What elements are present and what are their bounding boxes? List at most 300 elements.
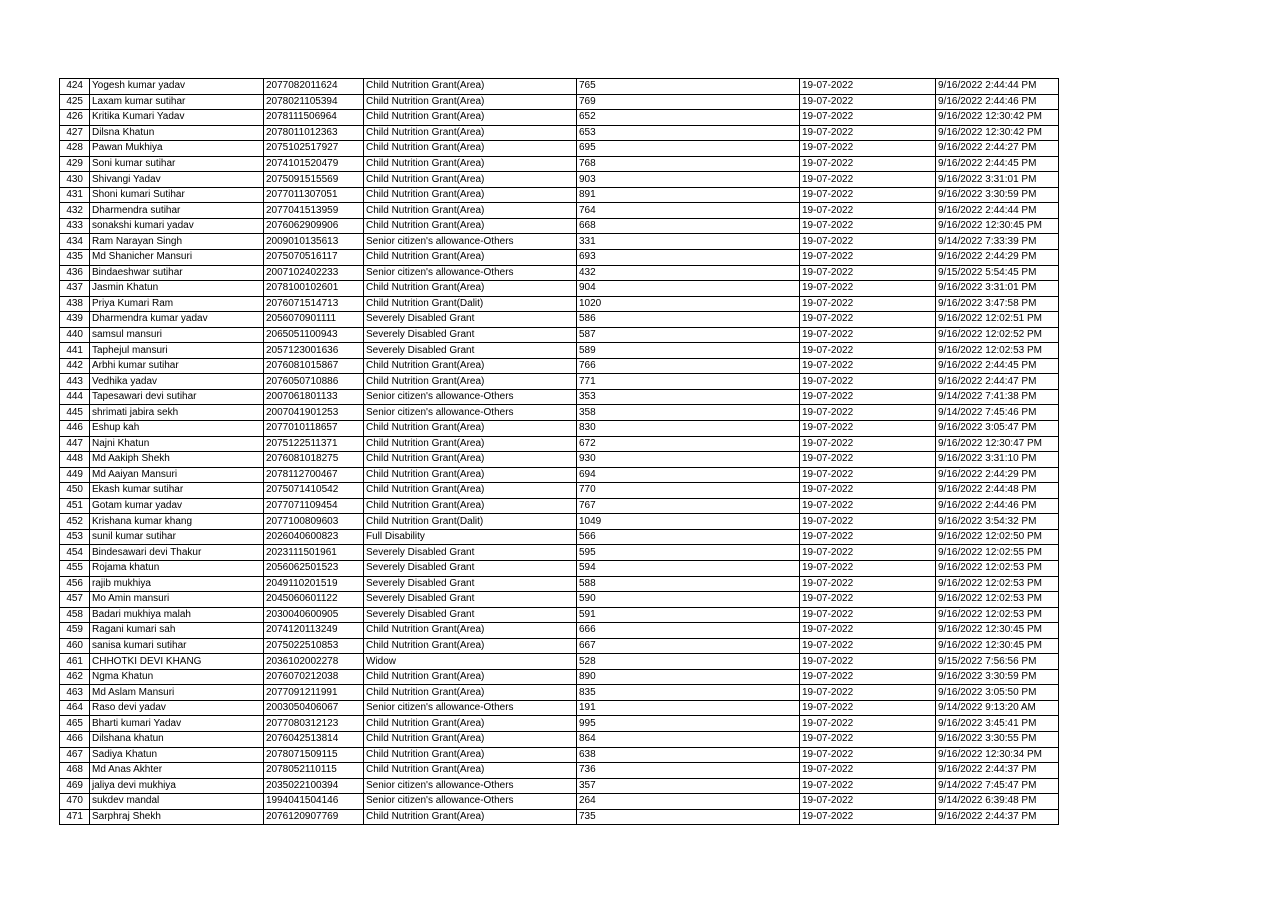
beneficiary-id-cell: 2076081015867 xyxy=(264,358,364,374)
beneficiary-name-cell: Badari mukhiya malah xyxy=(90,607,264,623)
beneficiary-id-cell: 2023111501961 xyxy=(264,545,364,561)
timestamp-cell: 9/16/2022 3:30:55 PM xyxy=(936,731,1059,747)
grant-type-cell: Child Nutrition Grant(Area) xyxy=(364,203,577,219)
payment-date-cell: 19-07-2022 xyxy=(800,483,936,499)
grant-type-cell: Child Nutrition Grant(Area) xyxy=(364,281,577,297)
beneficiary-id-cell: 2076050710886 xyxy=(264,374,364,390)
beneficiary-id-cell: 2007102402233 xyxy=(264,265,364,281)
row-number-cell: 446 xyxy=(60,421,90,437)
beneficiary-id-cell: 2076120907769 xyxy=(264,809,364,825)
row-number-cell: 451 xyxy=(60,498,90,514)
amount-cell: 903 xyxy=(577,172,800,188)
table-row xyxy=(60,187,1059,203)
amount-cell: 357 xyxy=(577,778,800,794)
amount-cell: 769 xyxy=(577,94,800,110)
timestamp-cell: 9/16/2022 2:44:44 PM xyxy=(936,203,1059,219)
payment-date-cell: 19-07-2022 xyxy=(800,94,936,110)
amount-cell: 590 xyxy=(577,592,800,608)
beneficiary-name-cell: Md Aslam Mansuri xyxy=(90,685,264,701)
timestamp-cell: 9/16/2022 3:47:58 PM xyxy=(936,296,1059,312)
payment-date-cell: 19-07-2022 xyxy=(800,700,936,716)
beneficiary-id-cell: 2075022510853 xyxy=(264,638,364,654)
beneficiary-id-cell: 2076042513814 xyxy=(264,731,364,747)
beneficiary-name-cell: jaliya devi mukhiya xyxy=(90,778,264,794)
row-number-cell: 461 xyxy=(60,654,90,670)
timestamp-cell: 9/16/2022 3:30:59 PM xyxy=(936,669,1059,685)
beneficiary-id-cell: 2077080312123 xyxy=(264,716,364,732)
beneficiary-name-cell: Yogesh kumar yadav xyxy=(90,79,264,95)
timestamp-cell: 9/16/2022 12:02:55 PM xyxy=(936,545,1059,561)
grant-type-cell: Senior citizen's allowance-Others xyxy=(364,794,577,810)
grant-type-cell: Child Nutrition Grant(Area) xyxy=(364,452,577,468)
row-number-cell: 466 xyxy=(60,731,90,747)
grant-type-cell: Senior citizen's allowance-Others xyxy=(364,700,577,716)
timestamp-cell: 9/16/2022 3:31:01 PM xyxy=(936,172,1059,188)
beneficiary-name-cell: rajib mukhiya xyxy=(90,576,264,592)
grant-type-cell: Child Nutrition Grant(Area) xyxy=(364,421,577,437)
timestamp-cell: 9/16/2022 12:30:47 PM xyxy=(936,436,1059,452)
beneficiary-name-cell: Shivangi Yadav xyxy=(90,172,264,188)
row-number-cell: 427 xyxy=(60,125,90,141)
table-row xyxy=(60,296,1059,312)
table-row xyxy=(60,421,1059,437)
grant-type-cell: Child Nutrition Grant(Area) xyxy=(364,747,577,763)
grant-type-cell: Senior citizen's allowance-Others xyxy=(364,778,577,794)
row-number-cell: 457 xyxy=(60,592,90,608)
amount-cell: 1020 xyxy=(577,296,800,312)
row-number-cell: 425 xyxy=(60,94,90,110)
row-number-cell: 459 xyxy=(60,623,90,639)
row-number-cell: 464 xyxy=(60,700,90,716)
beneficiary-id-cell: 2078052110115 xyxy=(264,763,364,779)
row-number-cell: 460 xyxy=(60,638,90,654)
beneficiary-id-cell: 2075122511371 xyxy=(264,436,364,452)
table-row xyxy=(60,747,1059,763)
amount-cell: 432 xyxy=(577,265,800,281)
beneficiary-id-cell: 2078100102601 xyxy=(264,281,364,297)
row-number-cell: 456 xyxy=(60,576,90,592)
table-row xyxy=(60,436,1059,452)
row-number-cell: 448 xyxy=(60,452,90,468)
row-number-cell: 437 xyxy=(60,281,90,297)
beneficiary-name-cell: Rojama khatun xyxy=(90,560,264,576)
timestamp-cell: 9/16/2022 2:44:46 PM xyxy=(936,94,1059,110)
amount-cell: 594 xyxy=(577,560,800,576)
payment-date-cell: 19-07-2022 xyxy=(800,654,936,670)
amount-cell: 353 xyxy=(577,389,800,405)
timestamp-cell: 9/16/2022 2:44:29 PM xyxy=(936,467,1059,483)
payment-date-cell: 19-07-2022 xyxy=(800,607,936,623)
beneficiary-name-cell: Dharmendra kumar yadav xyxy=(90,312,264,328)
grant-type-cell: Severely Disabled Grant xyxy=(364,607,577,623)
payment-date-cell: 19-07-2022 xyxy=(800,125,936,141)
timestamp-cell: 9/16/2022 2:44:37 PM xyxy=(936,809,1059,825)
beneficiary-id-cell: 2076070212038 xyxy=(264,669,364,685)
amount-cell: 771 xyxy=(577,374,800,390)
grant-type-cell: Child Nutrition Grant(Area) xyxy=(364,94,577,110)
beneficiary-id-cell: 2049110201519 xyxy=(264,576,364,592)
payment-date-cell: 19-07-2022 xyxy=(800,141,936,157)
grant-type-cell: Senior citizen's allowance-Others xyxy=(364,265,577,281)
beneficiary-id-cell: 2078021105394 xyxy=(264,94,364,110)
payment-date-cell: 19-07-2022 xyxy=(800,110,936,126)
row-number-cell: 463 xyxy=(60,685,90,701)
row-number-cell: 438 xyxy=(60,296,90,312)
timestamp-cell: 9/14/2022 7:33:39 PM xyxy=(936,234,1059,250)
grant-type-cell: Severely Disabled Grant xyxy=(364,312,577,328)
amount-cell: 653 xyxy=(577,125,800,141)
table-row xyxy=(60,763,1059,779)
beneficiary-name-cell: Soni kumar sutihar xyxy=(90,156,264,172)
timestamp-cell: 9/14/2022 7:41:38 PM xyxy=(936,389,1059,405)
amount-cell: 830 xyxy=(577,421,800,437)
beneficiary-id-cell: 2030040600905 xyxy=(264,607,364,623)
beneficiary-id-cell: 2077041513959 xyxy=(264,203,364,219)
payment-date-cell: 19-07-2022 xyxy=(800,529,936,545)
row-number-cell: 435 xyxy=(60,250,90,266)
payment-date-cell: 19-07-2022 xyxy=(800,685,936,701)
row-number-cell: 433 xyxy=(60,218,90,234)
beneficiary-name-cell: Tapesawari devi sutihar xyxy=(90,389,264,405)
timestamp-cell: 9/16/2022 2:44:44 PM xyxy=(936,79,1059,95)
beneficiary-name-cell: Kritika Kumari Yadav xyxy=(90,110,264,126)
grant-type-cell: Child Nutrition Grant(Area) xyxy=(364,141,577,157)
grant-type-cell: Child Nutrition Grant(Area) xyxy=(364,125,577,141)
payment-date-cell: 19-07-2022 xyxy=(800,358,936,374)
table-row xyxy=(60,110,1059,126)
row-number-cell: 441 xyxy=(60,343,90,359)
grant-type-cell: Severely Disabled Grant xyxy=(364,545,577,561)
grant-type-cell: Full Disability xyxy=(364,529,577,545)
payment-date-cell: 19-07-2022 xyxy=(800,747,936,763)
beneficiary-table xyxy=(59,78,1059,825)
grant-type-cell: Child Nutrition Grant(Area) xyxy=(364,250,577,266)
grant-type-cell: Child Nutrition Grant(Dalit) xyxy=(364,514,577,530)
beneficiary-name-cell: Md Anas Akhter xyxy=(90,763,264,779)
table-row xyxy=(60,514,1059,530)
table-row xyxy=(60,529,1059,545)
timestamp-cell: 9/16/2022 3:30:59 PM xyxy=(936,187,1059,203)
row-number-cell: 465 xyxy=(60,716,90,732)
amount-cell: 1049 xyxy=(577,514,800,530)
beneficiary-name-cell: Mo Amin mansuri xyxy=(90,592,264,608)
table-row xyxy=(60,389,1059,405)
beneficiary-name-cell: Dharmendra sutihar xyxy=(90,203,264,219)
beneficiary-name-cell: Laxam kumar sutihar xyxy=(90,94,264,110)
payment-date-cell: 19-07-2022 xyxy=(800,794,936,810)
payment-date-cell: 19-07-2022 xyxy=(800,560,936,576)
amount-cell: 652 xyxy=(577,110,800,126)
amount-cell: 695 xyxy=(577,141,800,157)
table-row xyxy=(60,374,1059,390)
grant-type-cell: Child Nutrition Grant(Area) xyxy=(364,763,577,779)
row-number-cell: 431 xyxy=(60,187,90,203)
payment-date-cell: 19-07-2022 xyxy=(800,731,936,747)
table-row xyxy=(60,498,1059,514)
table-row xyxy=(60,716,1059,732)
beneficiary-name-cell: Sarphraj Shekh xyxy=(90,809,264,825)
payment-date-cell: 19-07-2022 xyxy=(800,203,936,219)
beneficiary-name-cell: Ekash kumar sutihar xyxy=(90,483,264,499)
beneficiary-id-cell: 2076062909906 xyxy=(264,218,364,234)
amount-cell: 766 xyxy=(577,358,800,374)
timestamp-cell: 9/16/2022 3:31:10 PM xyxy=(936,452,1059,468)
amount-cell: 672 xyxy=(577,436,800,452)
payment-date-cell: 19-07-2022 xyxy=(800,498,936,514)
row-number-cell: 454 xyxy=(60,545,90,561)
amount-cell: 586 xyxy=(577,312,800,328)
amount-cell: 764 xyxy=(577,203,800,219)
row-number-cell: 467 xyxy=(60,747,90,763)
payment-date-cell: 19-07-2022 xyxy=(800,576,936,592)
amount-cell: 768 xyxy=(577,156,800,172)
table-row xyxy=(60,156,1059,172)
timestamp-cell: 9/16/2022 12:02:53 PM xyxy=(936,560,1059,576)
beneficiary-id-cell: 2057123001636 xyxy=(264,343,364,359)
beneficiary-name-cell: Jasmin Khatun xyxy=(90,281,264,297)
grant-type-cell: Child Nutrition Grant(Area) xyxy=(364,436,577,452)
timestamp-cell: 9/16/2022 12:30:45 PM xyxy=(936,623,1059,639)
payment-date-cell: 19-07-2022 xyxy=(800,156,936,172)
grant-type-cell: Child Nutrition Grant(Area) xyxy=(364,172,577,188)
table-row xyxy=(60,125,1059,141)
timestamp-cell: 9/16/2022 12:02:53 PM xyxy=(936,576,1059,592)
beneficiary-name-cell: Arbhi kumar sutihar xyxy=(90,358,264,374)
payment-date-cell: 19-07-2022 xyxy=(800,669,936,685)
amount-cell: 566 xyxy=(577,529,800,545)
timestamp-cell: 9/16/2022 12:30:45 PM xyxy=(936,218,1059,234)
timestamp-cell: 9/16/2022 12:30:42 PM xyxy=(936,110,1059,126)
table-row xyxy=(60,576,1059,592)
payment-date-cell: 19-07-2022 xyxy=(800,374,936,390)
row-number-cell: 440 xyxy=(60,327,90,343)
beneficiary-id-cell: 2036102002278 xyxy=(264,654,364,670)
row-number-cell: 439 xyxy=(60,312,90,328)
payment-date-cell: 19-07-2022 xyxy=(800,809,936,825)
timestamp-cell: 9/16/2022 12:02:53 PM xyxy=(936,592,1059,608)
table-row xyxy=(60,669,1059,685)
beneficiary-name-cell: Raso devi yadav xyxy=(90,700,264,716)
payment-date-cell: 19-07-2022 xyxy=(800,187,936,203)
table-row xyxy=(60,685,1059,701)
beneficiary-id-cell: 2009010135613 xyxy=(264,234,364,250)
grant-type-cell: Child Nutrition Grant(Area) xyxy=(364,731,577,747)
beneficiary-name-cell: sukdev mandal xyxy=(90,794,264,810)
payment-date-cell: 19-07-2022 xyxy=(800,436,936,452)
timestamp-cell: 9/16/2022 3:31:01 PM xyxy=(936,281,1059,297)
table-row xyxy=(60,592,1059,608)
payment-date-cell: 19-07-2022 xyxy=(800,514,936,530)
beneficiary-id-cell: 2077010118657 xyxy=(264,421,364,437)
payment-date-cell: 19-07-2022 xyxy=(800,716,936,732)
beneficiary-name-cell: Ram Narayan Singh xyxy=(90,234,264,250)
amount-cell: 736 xyxy=(577,763,800,779)
table-row xyxy=(60,467,1059,483)
grant-type-cell: Child Nutrition Grant(Area) xyxy=(364,623,577,639)
table-row xyxy=(60,94,1059,110)
timestamp-cell: 9/16/2022 12:30:42 PM xyxy=(936,125,1059,141)
beneficiary-id-cell: 1994041504146 xyxy=(264,794,364,810)
amount-cell: 735 xyxy=(577,809,800,825)
beneficiary-id-cell: 2076071514713 xyxy=(264,296,364,312)
beneficiary-name-cell: sanisa kumari sutihar xyxy=(90,638,264,654)
grant-type-cell: Child Nutrition Grant(Area) xyxy=(364,79,577,95)
grant-type-cell: Child Nutrition Grant(Area) xyxy=(364,187,577,203)
beneficiary-name-cell: Md Shanicher Mansuri xyxy=(90,250,264,266)
table-row xyxy=(60,809,1059,825)
amount-cell: 191 xyxy=(577,700,800,716)
amount-cell: 528 xyxy=(577,654,800,670)
row-number-cell: 426 xyxy=(60,110,90,126)
beneficiary-id-cell: 2074101520479 xyxy=(264,156,364,172)
amount-cell: 995 xyxy=(577,716,800,732)
payment-date-cell: 19-07-2022 xyxy=(800,343,936,359)
beneficiary-id-cell: 2056062501523 xyxy=(264,560,364,576)
row-number-cell: 432 xyxy=(60,203,90,219)
beneficiary-name-cell: Dilsna Khatun xyxy=(90,125,264,141)
grant-type-cell: Severely Disabled Grant xyxy=(364,343,577,359)
beneficiary-id-cell: 2075071410542 xyxy=(264,483,364,499)
payment-date-cell: 19-07-2022 xyxy=(800,218,936,234)
table-row xyxy=(60,141,1059,157)
grant-type-cell: Severely Disabled Grant xyxy=(364,560,577,576)
payment-date-cell: 19-07-2022 xyxy=(800,265,936,281)
beneficiary-id-cell: 2078011012363 xyxy=(264,125,364,141)
row-number-cell: 429 xyxy=(60,156,90,172)
table-body xyxy=(60,79,1059,825)
timestamp-cell: 9/16/2022 12:02:51 PM xyxy=(936,312,1059,328)
beneficiary-id-cell: 2007041901253 xyxy=(264,405,364,421)
row-number-cell: 447 xyxy=(60,436,90,452)
grant-type-cell: Child Nutrition Grant(Area) xyxy=(364,467,577,483)
row-number-cell: 469 xyxy=(60,778,90,794)
table-row xyxy=(60,79,1059,95)
beneficiary-name-cell: Eshup kah xyxy=(90,421,264,437)
row-number-cell: 462 xyxy=(60,669,90,685)
beneficiary-id-cell: 2007061801133 xyxy=(264,389,364,405)
grant-type-cell: Child Nutrition Grant(Area) xyxy=(364,110,577,126)
amount-cell: 589 xyxy=(577,343,800,359)
amount-cell: 591 xyxy=(577,607,800,623)
beneficiary-id-cell: 2056070901111 xyxy=(264,312,364,328)
beneficiary-name-cell: Shoni kumari Sutihar xyxy=(90,187,264,203)
amount-cell: 638 xyxy=(577,747,800,763)
payment-date-cell: 19-07-2022 xyxy=(800,452,936,468)
timestamp-cell: 9/16/2022 12:02:53 PM xyxy=(936,607,1059,623)
timestamp-cell: 9/16/2022 12:30:34 PM xyxy=(936,747,1059,763)
beneficiary-name-cell: Dilshana khatun xyxy=(90,731,264,747)
table-row xyxy=(60,234,1059,250)
grant-type-cell: Child Nutrition Grant(Area) xyxy=(364,685,577,701)
amount-cell: 694 xyxy=(577,467,800,483)
beneficiary-id-cell: 2077091211991 xyxy=(264,685,364,701)
beneficiary-id-cell: 2026040600823 xyxy=(264,529,364,545)
grant-type-cell: Child Nutrition Grant(Area) xyxy=(364,358,577,374)
table-row xyxy=(60,778,1059,794)
beneficiary-name-cell: sunil kumar sutihar xyxy=(90,529,264,545)
table-row xyxy=(60,312,1059,328)
row-number-cell: 458 xyxy=(60,607,90,623)
amount-cell: 264 xyxy=(577,794,800,810)
amount-cell: 588 xyxy=(577,576,800,592)
grant-type-cell: Child Nutrition Grant(Area) xyxy=(364,638,577,654)
beneficiary-id-cell: 2077100809603 xyxy=(264,514,364,530)
table-row xyxy=(60,560,1059,576)
beneficiary-name-cell: Pawan Mukhiya xyxy=(90,141,264,157)
table-row xyxy=(60,731,1059,747)
table-row xyxy=(60,218,1059,234)
beneficiary-id-cell: 2075102517927 xyxy=(264,141,364,157)
row-number-cell: 455 xyxy=(60,560,90,576)
beneficiary-name-cell: Priya Kumari Ram xyxy=(90,296,264,312)
amount-cell: 770 xyxy=(577,483,800,499)
row-number-cell: 424 xyxy=(60,79,90,95)
grant-type-cell: Child Nutrition Grant(Area) xyxy=(364,809,577,825)
timestamp-cell: 9/14/2022 9:13:20 AM xyxy=(936,700,1059,716)
grant-type-cell: Child Nutrition Grant(Area) xyxy=(364,498,577,514)
timestamp-cell: 9/16/2022 3:05:47 PM xyxy=(936,421,1059,437)
beneficiary-name-cell: Najni Khatun xyxy=(90,436,264,452)
timestamp-cell: 9/16/2022 2:44:29 PM xyxy=(936,250,1059,266)
beneficiary-name-cell: Md Aaiyan Mansuri xyxy=(90,467,264,483)
beneficiary-id-cell: 2075091515569 xyxy=(264,172,364,188)
table-row xyxy=(60,638,1059,654)
payment-date-cell: 19-07-2022 xyxy=(800,234,936,250)
timestamp-cell: 9/14/2022 7:45:46 PM xyxy=(936,405,1059,421)
table-row xyxy=(60,203,1059,219)
timestamp-cell: 9/16/2022 2:44:27 PM xyxy=(936,141,1059,157)
timestamp-cell: 9/16/2022 2:44:37 PM xyxy=(936,763,1059,779)
timestamp-cell: 9/16/2022 2:44:47 PM xyxy=(936,374,1059,390)
grant-type-cell: Child Nutrition Grant(Area) xyxy=(364,483,577,499)
grant-type-cell: Widow xyxy=(364,654,577,670)
payment-date-cell: 19-07-2022 xyxy=(800,389,936,405)
grant-type-cell: Senior citizen's allowance-Others xyxy=(364,405,577,421)
row-number-cell: 442 xyxy=(60,358,90,374)
amount-cell: 666 xyxy=(577,623,800,639)
amount-cell: 864 xyxy=(577,731,800,747)
payment-date-cell: 19-07-2022 xyxy=(800,405,936,421)
beneficiary-name-cell: Taphejul mansuri xyxy=(90,343,264,359)
beneficiary-id-cell: 2065051100943 xyxy=(264,327,364,343)
table-row xyxy=(60,700,1059,716)
beneficiary-name-cell: Bharti kumari Yadav xyxy=(90,716,264,732)
table-row xyxy=(60,452,1059,468)
table-row xyxy=(60,545,1059,561)
beneficiary-name-cell: CHHOTKI DEVI KHANG xyxy=(90,654,264,670)
table-row xyxy=(60,172,1059,188)
amount-cell: 767 xyxy=(577,498,800,514)
beneficiary-id-cell: 2077082011624 xyxy=(264,79,364,95)
table-row xyxy=(60,265,1059,281)
grant-type-cell: Severely Disabled Grant xyxy=(364,576,577,592)
row-number-cell: 468 xyxy=(60,763,90,779)
table-row xyxy=(60,483,1059,499)
timestamp-cell: 9/16/2022 3:54:32 PM xyxy=(936,514,1059,530)
beneficiary-name-cell: Sadiya Khatun xyxy=(90,747,264,763)
payment-date-cell: 19-07-2022 xyxy=(800,467,936,483)
amount-cell: 904 xyxy=(577,281,800,297)
row-number-cell: 430 xyxy=(60,172,90,188)
beneficiary-id-cell: 2075070516117 xyxy=(264,250,364,266)
beneficiary-name-cell: Vedhika yadav xyxy=(90,374,264,390)
row-number-cell: 452 xyxy=(60,514,90,530)
grant-type-cell: Severely Disabled Grant xyxy=(364,592,577,608)
amount-cell: 668 xyxy=(577,218,800,234)
payment-date-cell: 19-07-2022 xyxy=(800,281,936,297)
row-number-cell: 436 xyxy=(60,265,90,281)
row-number-cell: 470 xyxy=(60,794,90,810)
